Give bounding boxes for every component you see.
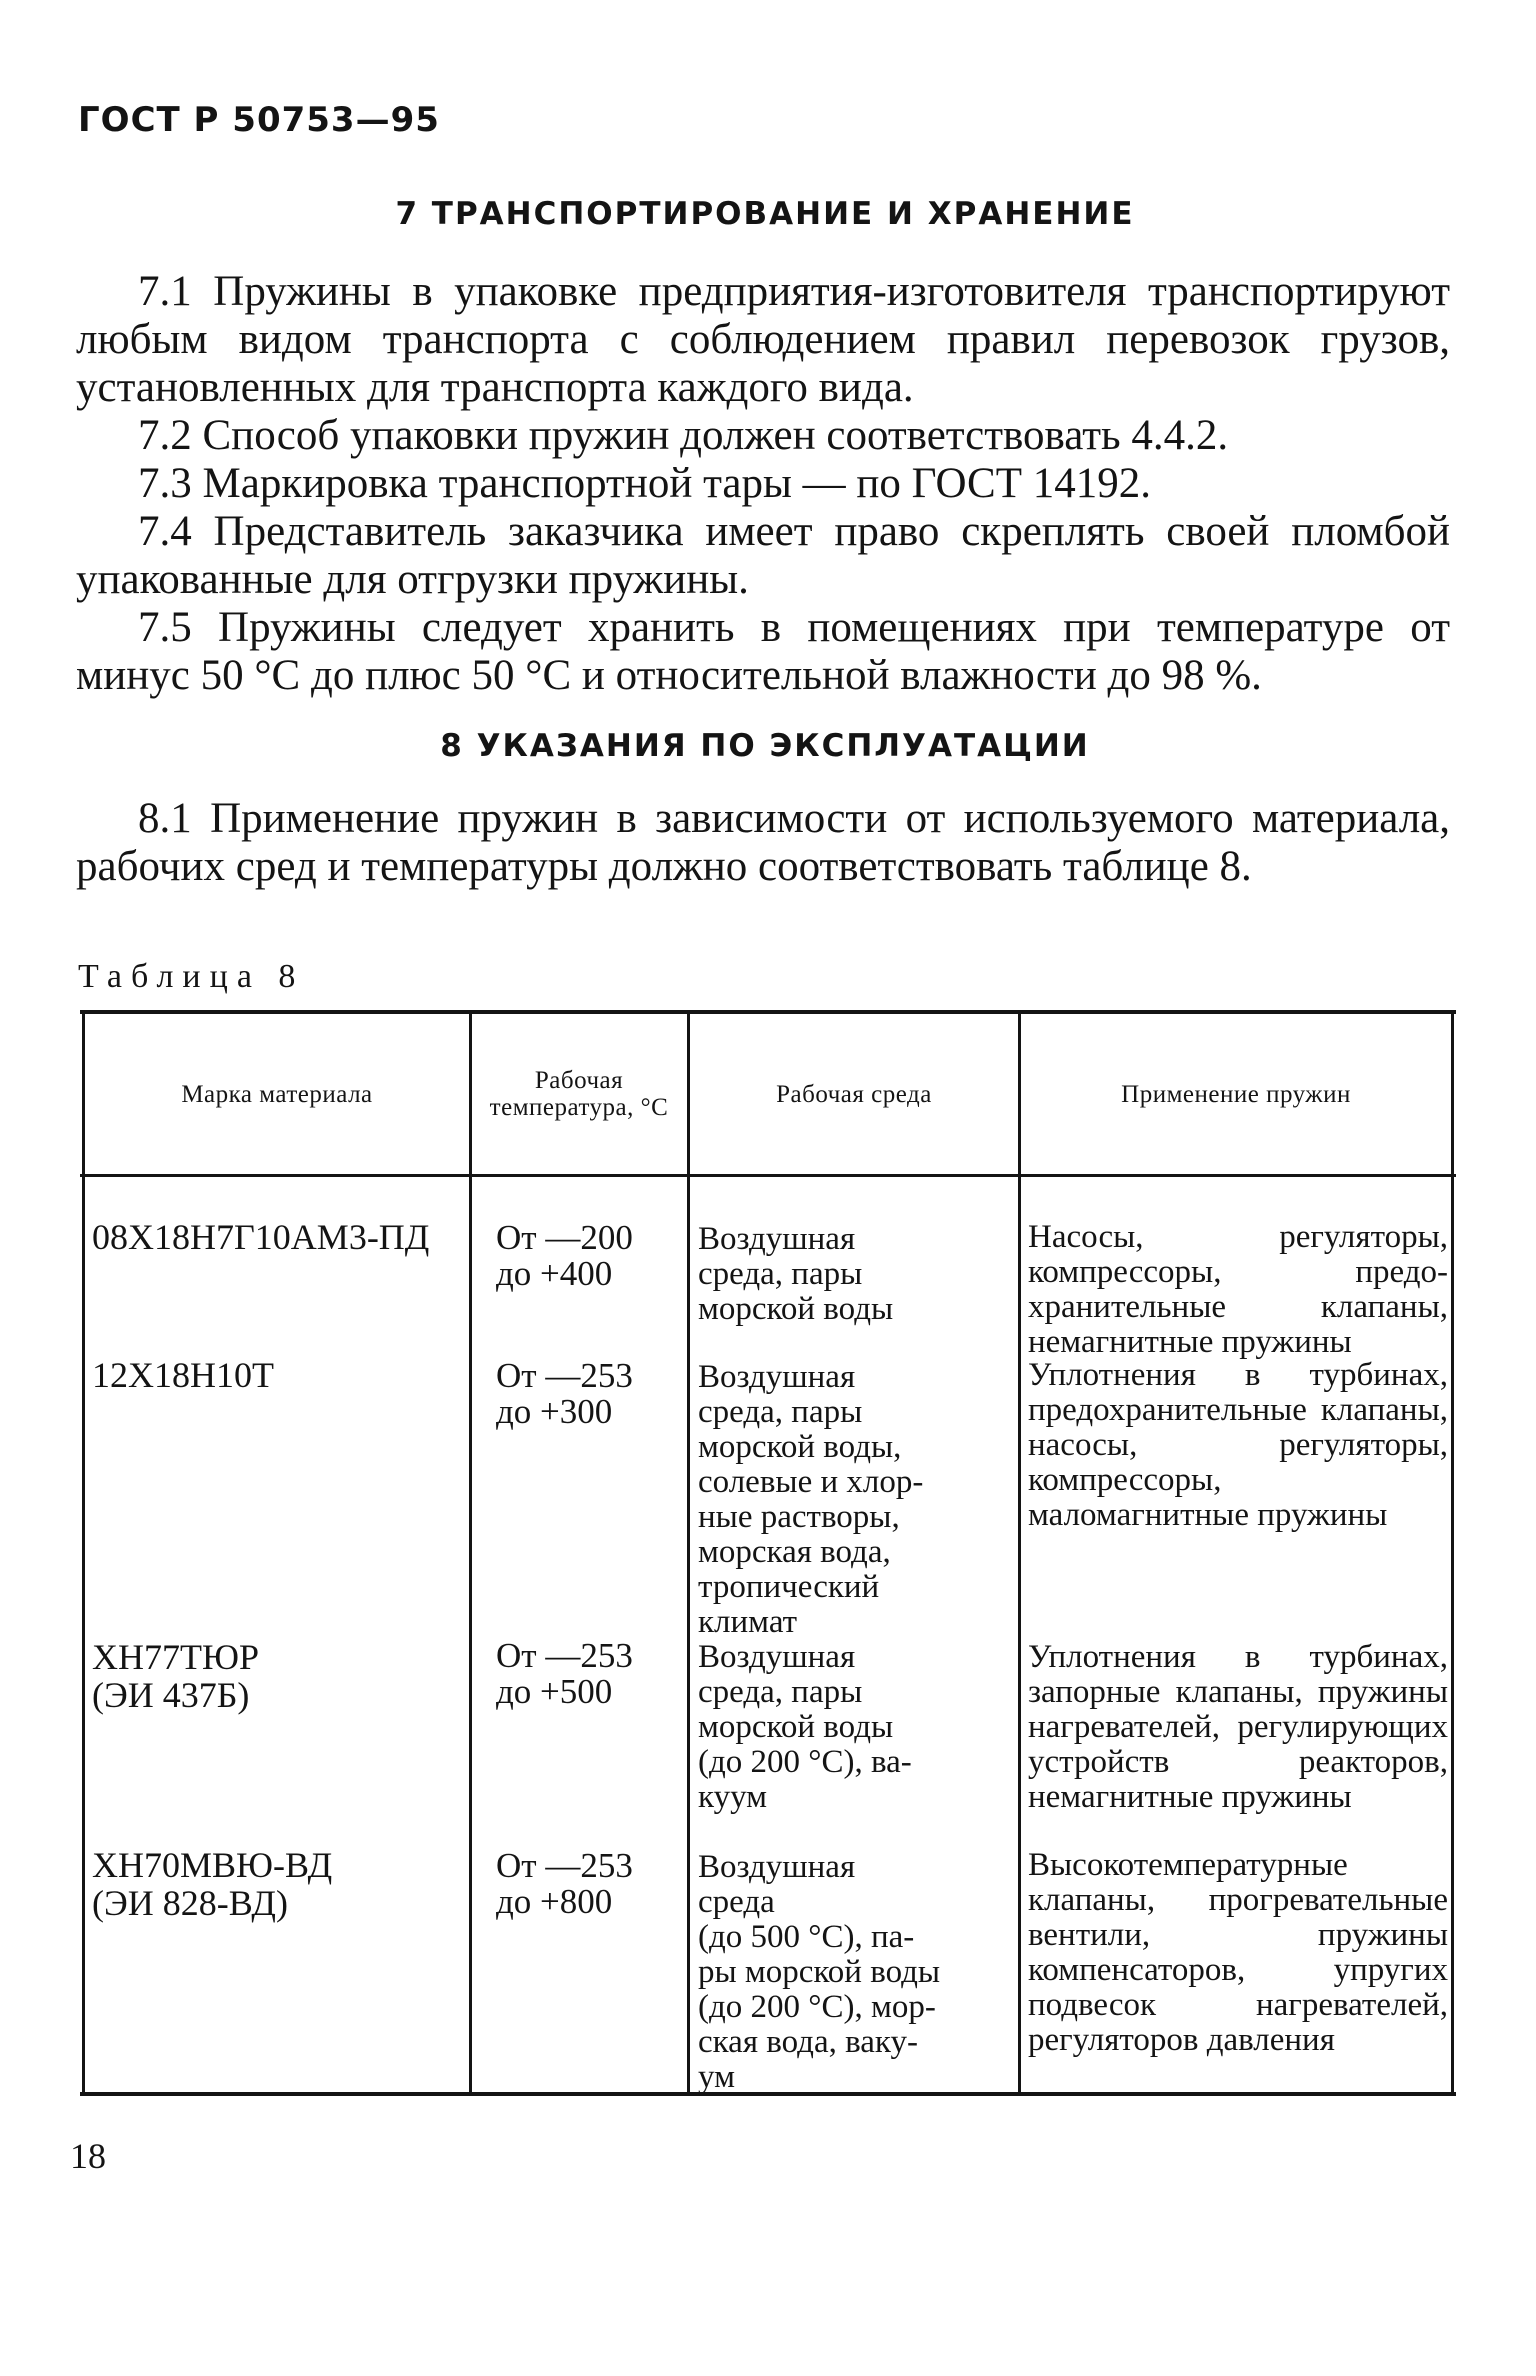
table-row-1-application: Насосы, регуляторы, компрессоры, предохранительные клапаны, немагнитные пружины [1028,1219,1448,1360]
page-number: 18 [70,2136,106,2176]
table-row-1-medium: Воздушная среда, пары морской воды [698,1221,894,1327]
table-header-temperature: Рабочая температура, °С [489,1067,669,1121]
table-right-border [1451,1010,1454,2096]
table-row-4-medium: Воздушная среда (до 500 °С), па- ры морской воды (до 200 °С), мор- ская вода, ваку- ум [698,1849,941,2095]
table-row-2-temperature: От —253 до +300 [496,1356,633,1431]
table-col-divider-1 [469,1010,472,2096]
table-header-application: Применение пружин [1121,1080,1351,1108]
table-caption: Таблица 8 [78,958,305,995]
paragraph-7-5: 7.5 Пружины следует хранить в помещениях при температуре от минус 50 °С до плюс 50 °С и относительной влажности до 98 %. [76,604,1450,699]
paragraph-7-3: 7.3 Маркировка транспортной тары — по ГОСТ 14192. [138,460,1151,507]
table-row-3-material: ХН77ТЮР (ЭИ 437Б) [92,1637,260,1715]
table-row-1-temperature: От —200 до +400 [496,1218,633,1293]
paragraph-8-1: 8.1 Применение пружин в зависимости от используемого материала, рабочих сред и температуры должно соответствовать таблице 8. [76,795,1450,890]
table-header-rule [80,1174,1456,1177]
table-col-divider-3 [1018,1010,1021,2096]
table-row-2-material: 12Х18Н10Т [92,1355,274,1395]
table-left-border [82,1010,85,2096]
paragraph-7-4: 7.4 Представитель заказчика имеет право скреплять своей пломбой упакованные для отгрузки пружины. [76,508,1450,603]
paragraph-7-1: 7.1 Пружины в упаковке предприятия-изготовителя транспортируют любым видом транспорта с соблюдением правил перевозок грузов, установленных для транспорта каждого вида. [76,268,1450,411]
paragraph-7-2: 7.2 Способ упаковки пружин должен соответствовать 4.4.2. [138,412,1229,459]
table-row-4-temperature: От —253 до +800 [496,1846,633,1921]
table-col-divider-2 [687,1010,690,2096]
table-row-4-material: ХН70МВЮ-ВД (ЭИ 828-ВД) [92,1845,333,1923]
table-row-3-medium: Воздушная среда, пары морской воды (до 200 °С), ва- куум [698,1639,912,1815]
table-header-material: Марка материала [181,1080,373,1108]
document-header: ГОСТ Р 50753—95 [78,100,440,140]
table-row-3-application: Уплотнения в турбинах, запорные клапаны, пружины нагревателей, регулирующих устройств реакторов, немагнитные пружины [1028,1639,1448,1815]
table-row-1-material: 08Х18Н7Г10АМ3-ПД [92,1217,430,1257]
table-row-4-application: Высокотемпературные клапаны, прогревательные вентили, пружины компенсаторов, упругих подвесок нагревателей, регуляторов давления [1028,1847,1448,2058]
section-8-title: 8 УКАЗАНИЯ ПО ЭКСПЛУАТАЦИИ [440,728,1090,764]
table-row-3-temperature: От —253 до +500 [496,1636,633,1711]
table-header-medium: Рабочая среда [776,1080,932,1108]
table-row-2-medium: Воздушная среда, пары морской воды, солевые и хлор- ные растворы, морская вода, тропический климат [698,1359,924,1640]
section-7-title: 7 ТРАНСПОРТИРОВАНИЕ И ХРАНЕНИЕ [395,196,1135,232]
table-row-2-application: Уплотнения в турбинах, предохранительные клапаны, насосы, регуляторы, компрессоры, маломагнитные пружины [1028,1357,1448,1533]
